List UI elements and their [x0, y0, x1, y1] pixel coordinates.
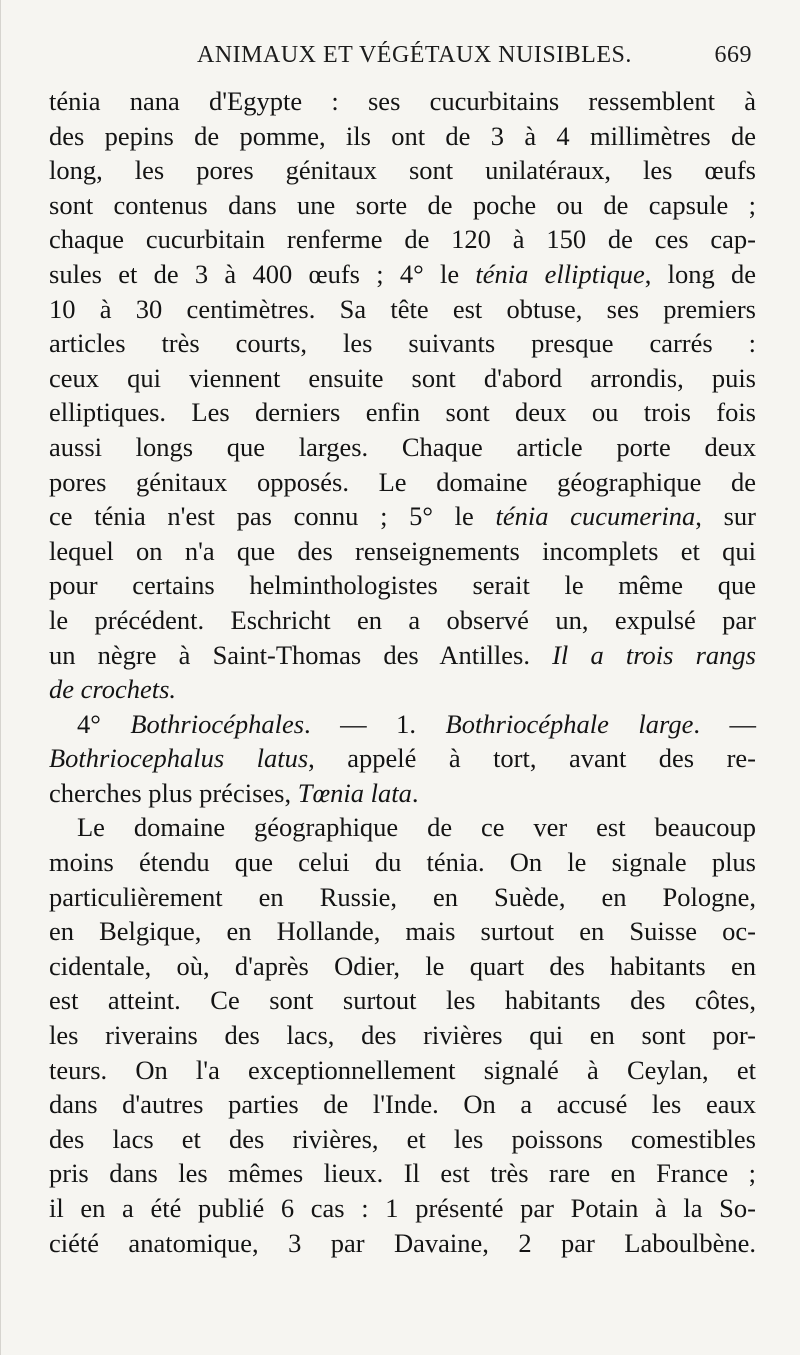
text-line: [49, 880, 756, 915]
text-run: en Belgique, en Hollande, mais surtout en Suisse oc-: [49, 916, 756, 947]
text-run: lequel on n'a que des renseignements incomplets et qui: [49, 535, 756, 566]
text-line: [49, 707, 756, 742]
text-line: [49, 845, 756, 880]
text-run: sules et de 3 à 400 œufs ; 4° le: [49, 258, 476, 289]
page-header: [49, 42, 752, 78]
text-line: [49, 1053, 756, 1088]
text-line: [49, 1156, 756, 1191]
text-run: le précédent. Eschricht en a observé un, expulsé par: [49, 604, 756, 635]
italic-text: de crochets.: [49, 674, 177, 705]
running-title: ANIMAUX ET VÉGÉTAUX NUISIBLES.: [197, 42, 632, 68]
text-run: cidentale, où, d'après Odier, le quart des habitants en: [49, 950, 756, 981]
text-run: , appelé à tort, avant des re-: [308, 743, 756, 774]
text-run: ténia nana d'Egypte : ses cucurbitains ressemblent à: [49, 86, 756, 116]
text-run: pris dans les mêmes lieux. Il est très rare en France ;: [49, 1158, 756, 1189]
text-run: sont contenus dans une sorte de poche ou de capsule ;: [49, 189, 756, 220]
text-line: [49, 983, 756, 1018]
text-run: aussi longs que larges. Chaque article porte deux: [49, 431, 756, 462]
text-line: [49, 499, 756, 534]
text-line: [49, 1122, 756, 1157]
text-run: moins étendu que celui du ténia. On le signale plus: [49, 847, 756, 878]
text-run: Le domaine géographique de ce ver est beaucoup: [77, 812, 756, 843]
text-line: [49, 949, 756, 984]
text-line: [49, 257, 756, 292]
text-line: [49, 568, 756, 603]
text-line: [49, 153, 756, 188]
italic-text: ténia cucumerina: [495, 501, 696, 532]
text-line: [49, 222, 756, 257]
text-line: [49, 188, 756, 223]
text-line: [49, 1018, 756, 1053]
italic-text: Bothriocephalus latus: [49, 743, 309, 774]
text-run: ciété anatomique, 3 par Davaine, 2 par Laboulbène.: [49, 1227, 756, 1258]
paragraph: [49, 810, 756, 1260]
text-run: un nègre à Saint-Thomas des Antilles.: [49, 639, 553, 670]
text-line: [49, 84, 756, 119]
text-run: , sur: [695, 501, 757, 532]
text-run: . —: [693, 708, 756, 739]
text-line: [49, 534, 756, 569]
text-run: articles très courts, les suivants presque carrés :: [49, 328, 756, 359]
text-line: [49, 326, 756, 361]
text-line: [49, 430, 756, 465]
text-line: [49, 395, 756, 430]
text-line: [49, 292, 756, 327]
text-run: pores génitaux opposés. Le domaine géographique de: [49, 466, 756, 497]
paragraph: [49, 707, 756, 811]
body-text: [49, 84, 756, 1260]
italic-text: Tœnia lata: [297, 777, 412, 808]
text-line: [49, 361, 756, 396]
text-line: [49, 672, 756, 707]
text-line: [49, 810, 756, 845]
text-line: [49, 1087, 756, 1122]
text-run: dans d'autres parties de l'Inde. On a accusé les eaux: [49, 1089, 756, 1120]
text-run: . — 1.: [304, 708, 446, 739]
text-run: teurs. On l'a exceptionnellement signalé à Ceylan, et: [49, 1054, 756, 1085]
text-run: particulièrement en Russie, en Suède, en Pologne,: [49, 881, 756, 912]
text-line: [49, 741, 756, 776]
text-line: [49, 1191, 756, 1226]
text-run: les riverains des lacs, des rivières qui en sont por-: [49, 1020, 756, 1051]
paragraph: [49, 84, 756, 707]
text-run: elliptiques. Les derniers enfin sont deux ou trois fois: [49, 397, 756, 428]
text-run: cherches plus précises,: [49, 777, 298, 808]
text-run: long, les pores génitaux sont unilatéraux, les œufs: [49, 155, 756, 186]
italic-text: ténia elliptique: [475, 258, 645, 289]
text-line: [49, 776, 756, 811]
italic-text: Bothriocéphales: [130, 708, 305, 739]
text-run: 10 à 30 centimètres. Sa tête est obtuse, ses premiers: [49, 293, 756, 324]
text-run: ceux qui viennent ensuite sont d'abord arrondis, puis: [49, 362, 756, 393]
text-run: il en a été publié 6 cas : 1 présenté par Potain à la So-: [49, 1193, 756, 1223]
text-run: chaque cucurbitain renferme de 120 à 150 de ces cap-: [49, 224, 756, 255]
italic-text: Il a trois rangs: [552, 639, 756, 670]
text-line: [49, 603, 756, 638]
text-run: .: [411, 777, 419, 808]
italic-text: Bothriocéphale large: [445, 708, 694, 739]
text-line: [49, 914, 756, 949]
text-line: [49, 119, 756, 154]
page-number: 669: [714, 42, 752, 68]
text-run: 4°: [77, 708, 131, 739]
text-line: [49, 638, 756, 673]
text-run: pour certains helminthologistes serait le même que: [49, 570, 756, 601]
text-line: [49, 1226, 756, 1261]
text-line: [49, 465, 756, 500]
text-run: , long de: [644, 258, 757, 289]
text-run: ce ténia n'est pas connu ; 5° le: [49, 501, 496, 532]
text-run: des lacs et des rivières, et les poissons comestibles: [49, 1123, 756, 1154]
text-run: est atteint. Ce sont surtout les habitants des côtes,: [49, 985, 756, 1016]
text-run: des pepins de pomme, ils ont de 3 à 4 millimètres de: [49, 120, 756, 151]
